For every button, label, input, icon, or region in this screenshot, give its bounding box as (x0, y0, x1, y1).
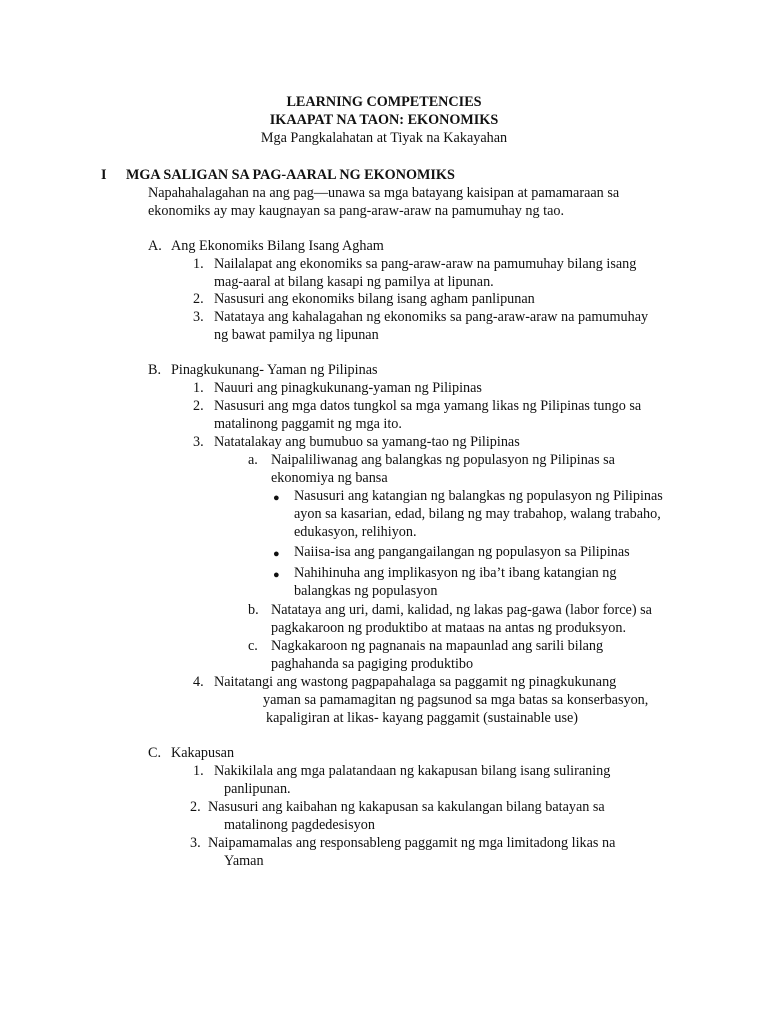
item-text: Nakikilala ang mga palatandaan ng kakapusan bilang isang suliraning (214, 763, 611, 779)
item-text: Nailalapat ang ekonomiks sa pang-araw-araw na pamumuhay bilang isang (214, 256, 637, 272)
item-number: 1. (193, 380, 204, 396)
subitem-text: pagkakaroon ng produktibo at mataas na antas ng produksyon. (271, 620, 626, 636)
item-text: yaman sa pamamagitan ng pagsunod sa mga batas sa konserbasyon, (263, 692, 649, 708)
item-number: 2. (193, 291, 204, 307)
subsection-marker: C. (148, 745, 162, 761)
item-text: Nasusuri ang mga datos tungkol sa mga yamang likas ng Pilipinas tungo sa (214, 398, 642, 414)
item-text: matalinong pagdedesisyon (224, 817, 375, 833)
item-number: 1. (193, 256, 204, 272)
item-text: kapaligiran at likas- kayang paggamit (sustainable use) (266, 710, 579, 726)
subitem-letter: c. (248, 638, 258, 654)
subitem-letter: b. (248, 602, 259, 618)
item-text: Yaman (224, 853, 264, 869)
subitem-text: Nagkakaroon ng pagnanais na mapaunlad ang sarili bilang (271, 638, 604, 654)
item-text: matalinong paggamit ng mga ito. (214, 416, 402, 432)
bullet-text: Nahihinuha ang implikasyon ng iba’t ibang katangian ng (294, 565, 617, 581)
item-text: Nasusuri ang ekonomiks bilang isang agham panlipunan (214, 291, 535, 307)
item-text: Nauuri ang pinagkukunang-yaman ng Pilipinas (214, 380, 482, 396)
item-number: 3. (193, 309, 204, 325)
item-text: Natataya ang kahalagahan ng ekonomiks sa pang-araw-araw na pamumuhay (214, 309, 649, 325)
item-text: mag-aaral at bilang kasapi ng pamilya at lipunan. (214, 274, 494, 290)
bullet-text: Naiisa-isa ang pangangailangan ng populasyon sa Pilipinas (294, 544, 630, 560)
document-subtitle: IKAAPAT NA TAON: EKONOMIKS (269, 112, 499, 128)
item-text: Nasusuri ang kaibahan ng kakapusan sa kakulangan bilang batayan sa (208, 799, 605, 815)
subitem-letter: a. (248, 452, 258, 468)
item-text: Naitatangi ang wastong pagpapahalaga sa paggamit ng pinagkukunang (214, 674, 617, 690)
item-number: 3. (190, 835, 201, 851)
item-number: 3. (193, 434, 204, 450)
bullet-text: Nasusuri ang katangian ng balangkas ng populasyon ng Pilipinas (294, 488, 663, 504)
document-title: LEARNING COMPETENCIES (286, 94, 482, 110)
section-heading: MGA SALIGAN SA PAG-AARAL NG EKONOMIKS (126, 167, 455, 183)
subsection-marker: B. (148, 362, 162, 378)
item-text: panlipunan. (224, 781, 291, 797)
item-text: Natatalakay ang bumubuo sa yamang-tao ng Pilipinas (214, 434, 520, 450)
item-number: 1. (193, 763, 204, 779)
item-text: Naipamamalas ang responsableng paggamit ng mga limitadong likas na (208, 835, 616, 851)
bullet-text: edukasyon, relihiyon. (294, 524, 417, 540)
subitem-text: paghahanda sa pagiging produktibo (271, 656, 474, 672)
subitem-text: Natataya ang uri, dami, kalidad, ng lakas pag-gawa (labor force) sa (271, 602, 652, 618)
item-number: 2. (190, 799, 201, 815)
section-numeral: I (101, 167, 107, 183)
bullet-icon: ● (273, 492, 280, 504)
subsection-title: Kakapusan (171, 745, 235, 761)
document-caption: Mga Pangkalahatan at Tiyak na Kakayahan (260, 130, 508, 146)
bullet-icon: ● (273, 548, 280, 560)
subitem-text: ekonomiya ng bansa (271, 470, 388, 486)
item-number: 2. (193, 398, 204, 414)
section-intro-line: ekonomiks ay may kaugnayan sa pang-araw-araw na pamumuhay ng tao. (148, 203, 565, 219)
subitem-text: Naipaliliwanag ang balangkas ng populasyon ng Pilipinas sa (271, 452, 615, 468)
bullet-icon: ● (273, 569, 280, 581)
bullet-text: ayon sa kasarian, edad, bilang ng may trabahop, walang trabaho, (294, 506, 661, 522)
section-intro-line: Napahahalagahan na ang pag—unawa sa mga batayang kaisipan at pamamaraan sa (148, 185, 620, 201)
subsection-marker: A. (148, 238, 162, 254)
item-number: 4. (193, 674, 204, 690)
item-text: ng bawat pamilya ng lipunan (214, 327, 379, 343)
subsection-title: Ang Ekonomiks Bilang Isang Agham (171, 238, 384, 254)
bullet-text: balangkas ng populasyon (294, 583, 438, 599)
subsection-title: Pinagkukunang- Yaman ng Pilipinas (171, 362, 378, 378)
